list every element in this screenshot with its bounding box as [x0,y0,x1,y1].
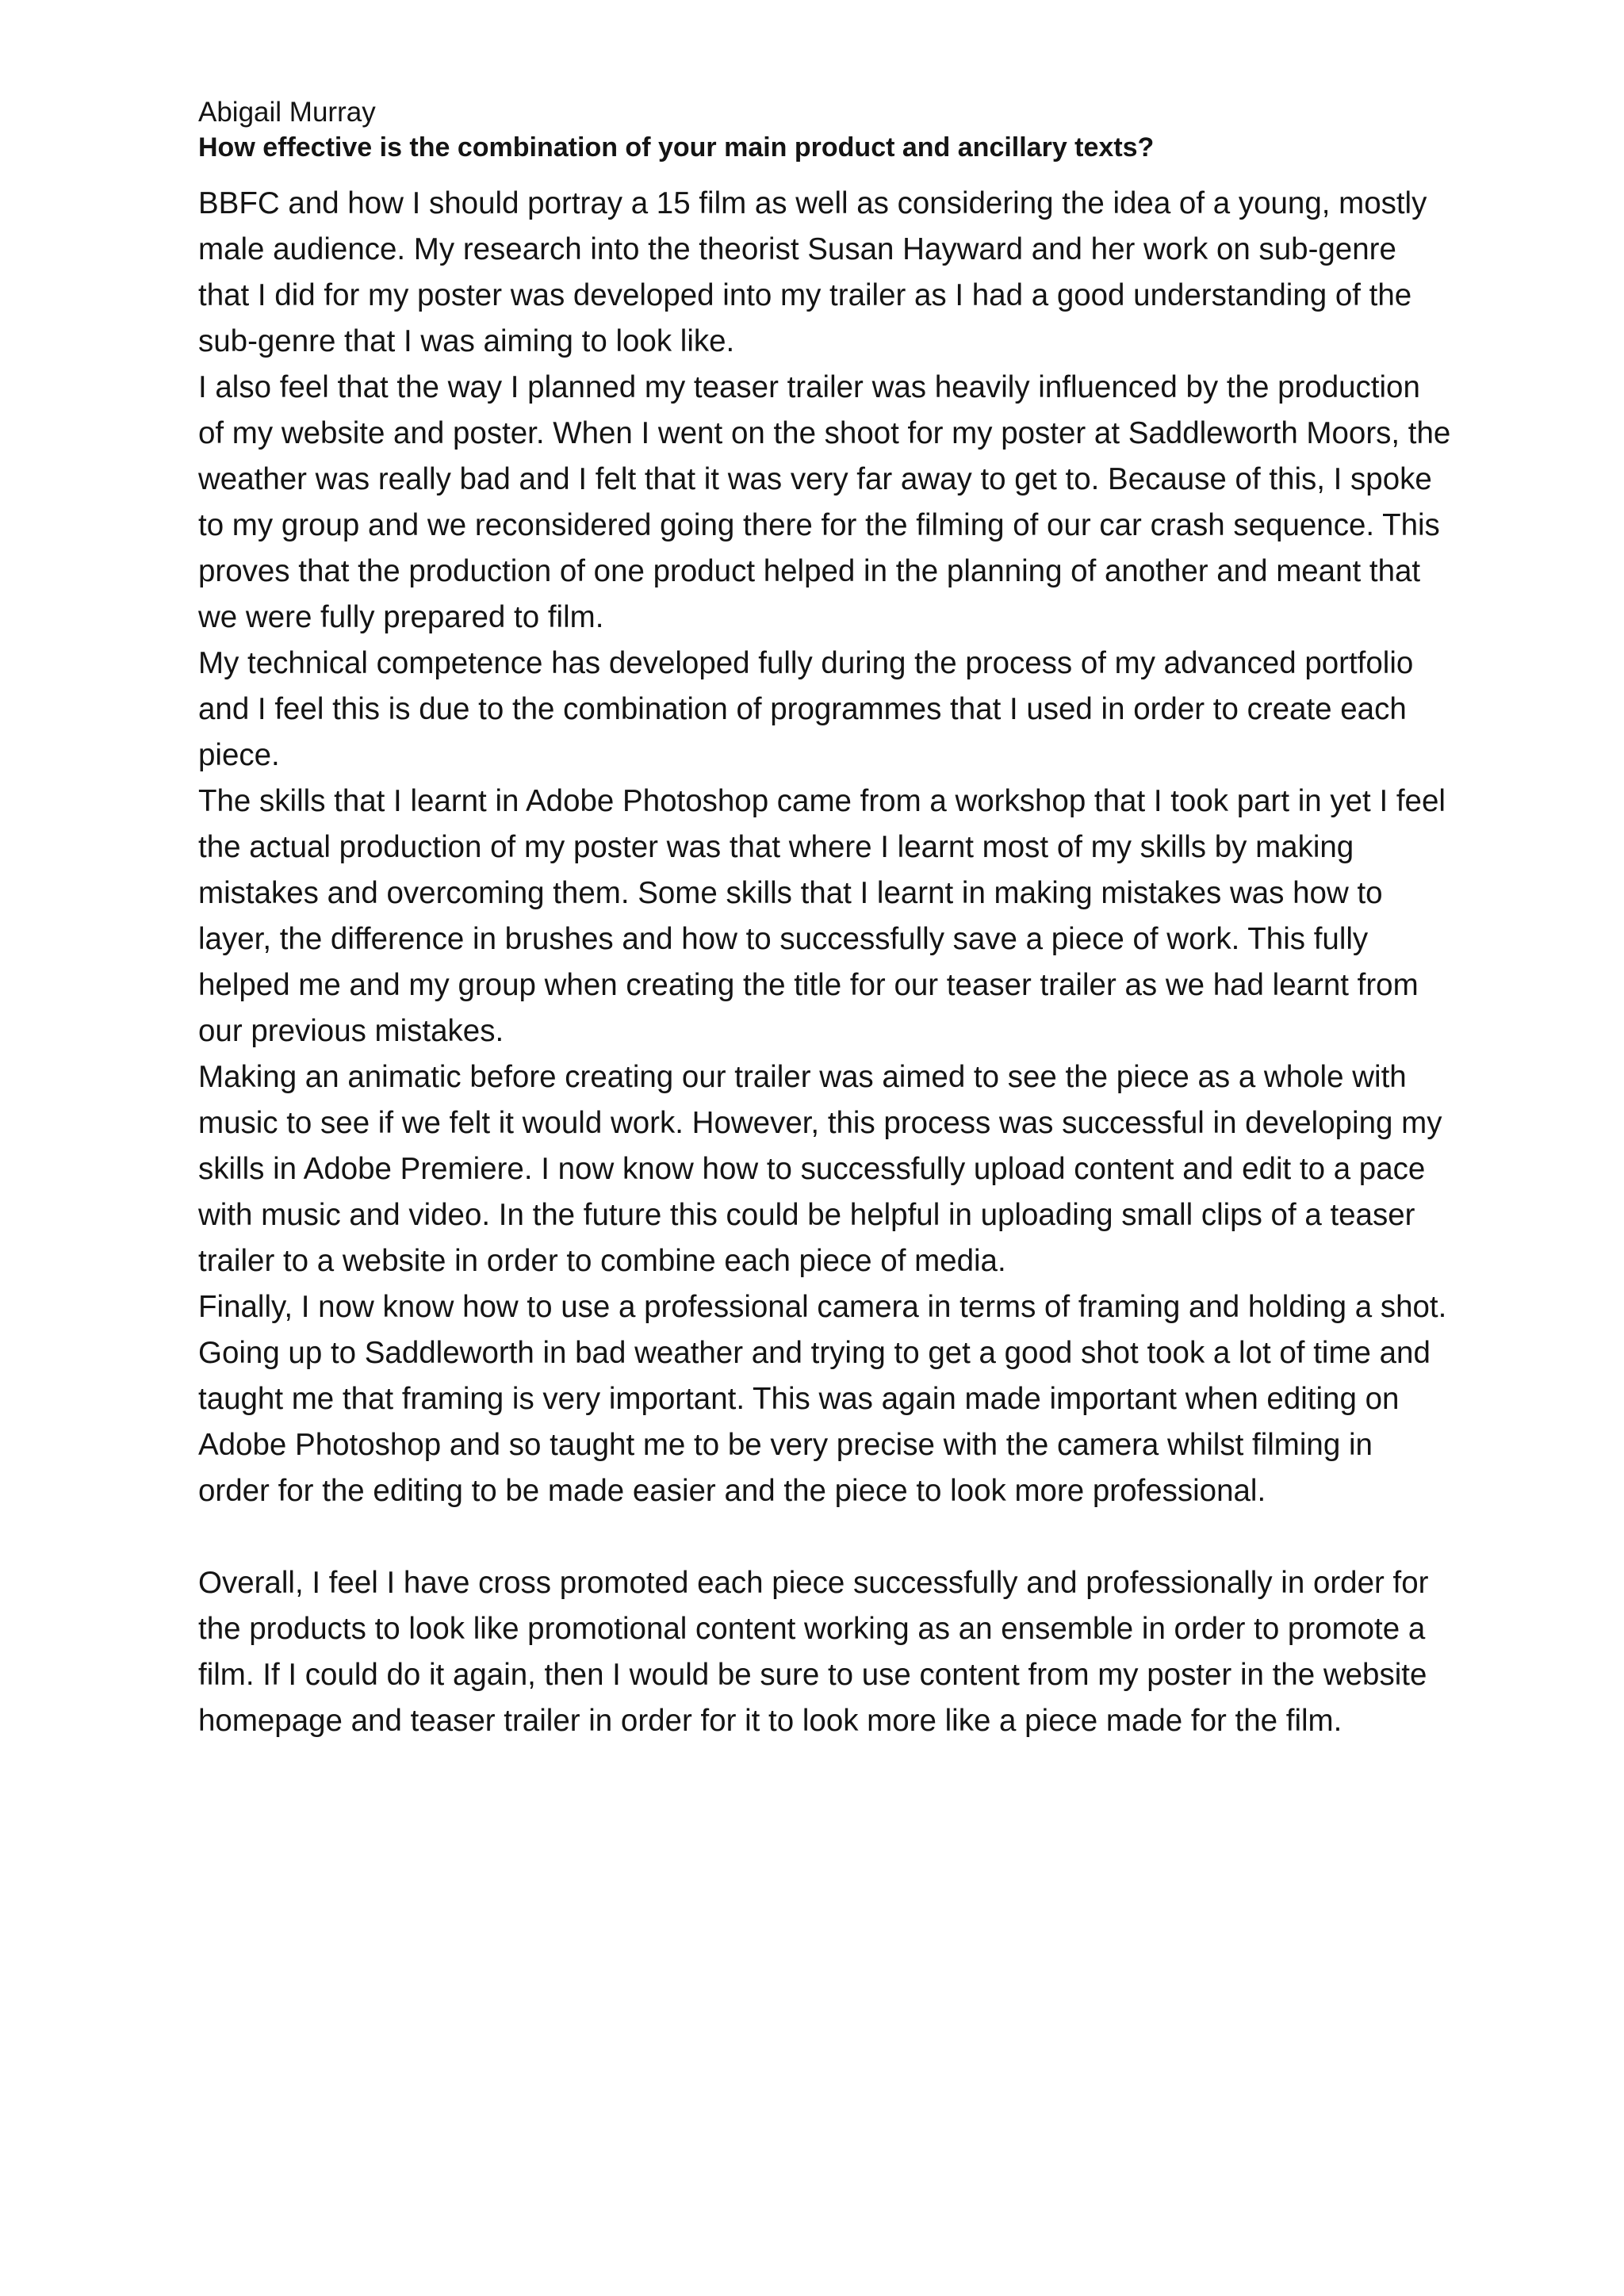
essay-body [198,181,1451,1744]
author-name: Abigail Murray [198,97,376,128]
paragraph: My technical competence has developed fully during the process of my advanced portfolio and I feel this is due to the combination of programmes that I used in order to create each piece. [198,646,1414,772]
paragraph-spacer [198,1514,1451,1560]
paragraph: Overall, I feel I have cross promoted each piece successfully and professionally in order for the products to look like promotional content working as an ensemble in order to promote a film. If I could do it again, then I would be sure to use content from my poster in the website homepage and teaser trailer in order for it to look more like a piece made for the film. [198,1566,1429,1738]
paragraph: The skills that I learnt in Adobe Photoshop came from a workshop that I took part in yet I feel the actual production of my poster was that where I learnt most of my skills by making mistakes and overcoming them. Some skills that I learnt in making mistakes was how to layer, the difference in brushes and how to successfully save a piece of work. This fully helped me and my group when creating the title for our teaser trailer as we had learnt from our previous mistakes. [198,784,1446,1048]
paragraph: Making an animatic before creating our trailer was aimed to see the piece as a whole with music to see if we felt it would work. However, this process was successful in developing my skills in Adobe Premiere. I now know how to successfully upload content and edit to a pace with music and video. In the future this could be helpful in uploading small clips of a teaser trailer to a website in order to combine each piece of media. [198,1060,1442,1278]
paragraph: BBFC and how I should portray a 15 film as well as considering the idea of a young, mostly male audience. My research into the theorist Susan Hayward and her work on sub-genre that I did for my poster was developed into my trailer as I had a good understanding of the sub-genre that I was aiming to look like. [198,186,1427,358]
paragraph: Finally, I now know how to use a professional camera in terms of framing and holding a shot. Going up to Saddleworth in bad weather and trying to get a good shot took a lot of time and taught me that framing is very important. This was again made important when editing on Adobe Photoshop and so taught me to be very precise with the camera whilst filming in order for the editing to be made easier and the piece to look more professional. [198,1290,1447,1508]
question-heading: How effective is the combination of your main product and ancillary texts? [198,132,1155,163]
paragraph: I also feel that the way I planned my teaser trailer was heavily influenced by the production of my website and poster. When I went on the shoot for my poster at Saddleworth Moors, the weather was really bad and I felt that it was very far away to get to. Because of this, I spoke to my group and we reconsidered going there for the filming of our car crash sequence. This proves that the production of one product helped in the planning of another and meant that we were fully prepared to film. [198,370,1451,634]
document-page [198,95,1451,1744]
